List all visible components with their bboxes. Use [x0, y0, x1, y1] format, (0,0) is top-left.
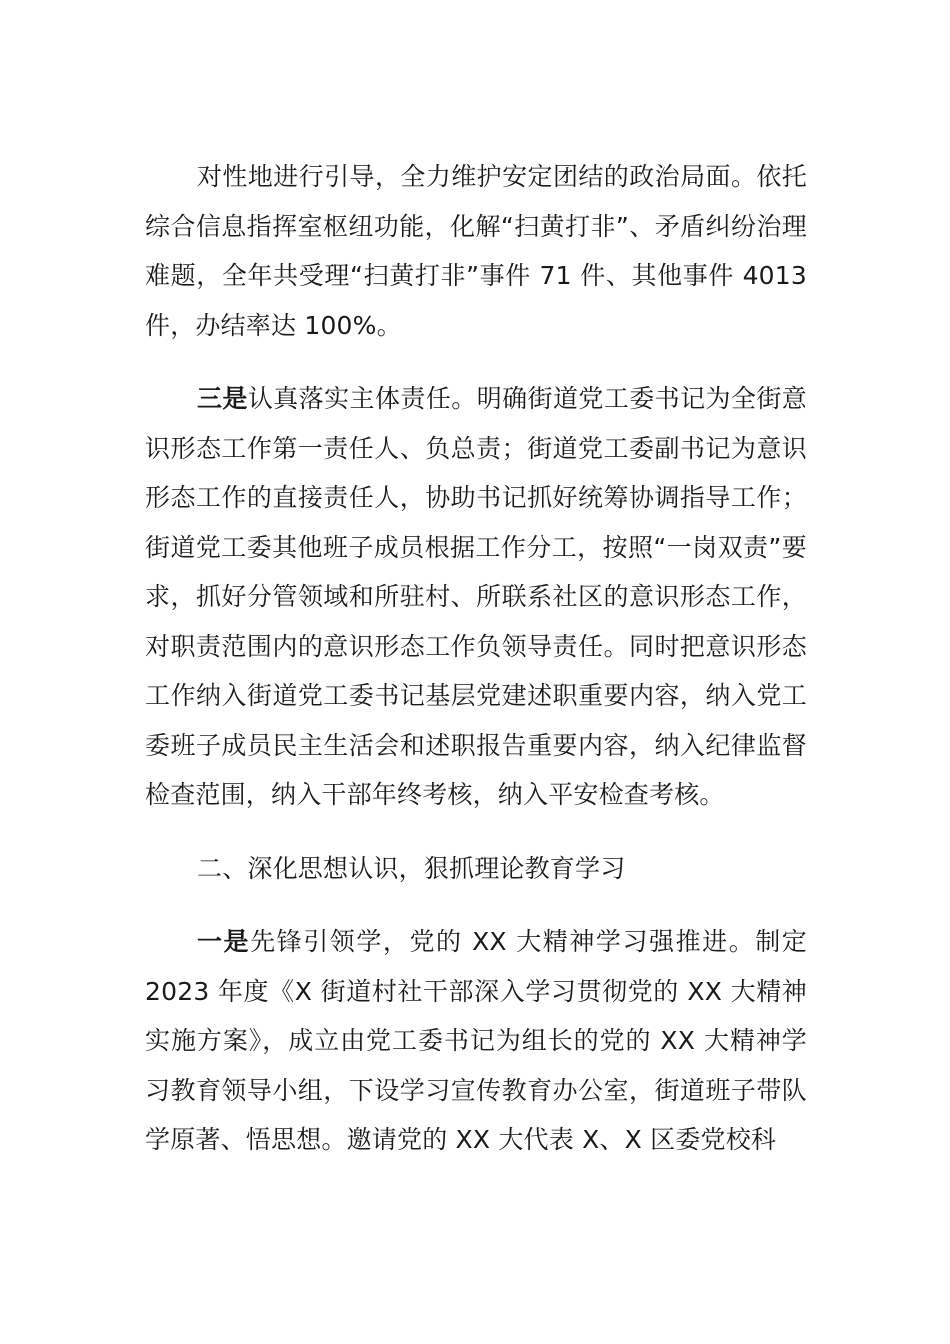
section-heading-text: 二、深化思想认识，狠抓理论教育学习	[197, 853, 626, 883]
paragraph-1	[145, 152, 807, 350]
paragraph-2	[145, 374, 807, 820]
paragraph-4	[145, 917, 807, 1165]
paragraph-2-lead: 三是	[197, 384, 248, 413]
document-body	[145, 152, 807, 1165]
section-heading	[145, 844, 807, 894]
paragraph-2-text: 认真落实主体责任。明确街道党工委书记为全街意识形态工作第一责任人、负总责；街道党工委副书记为意识形态工作的直接责任人，协助书记抓好统筹协调指导工作；街道党工委其他班子成员根据工作分工，按照“一岗双责”要求，抓好分管领域和所驻村、所联系社区的意识形态工作，对职责范围内的意识形态工作负领导责任。同时把意识形态工作纳入街道党工委书记基层党建述职重要内容，纳入党工委班子成员民主生活会和述职报告重要内容，纳入纪律监督检查范围，纳入干部年终考核，纳入平安检查考核。	[145, 384, 807, 809]
paragraph-4-lead: 一是	[197, 927, 251, 956]
paragraph-1-text: 对性地进行引导，全力维护安定团结的政治局面。依托综合信息指挥室枢纽功能，化解“扫黄打非”、矛盾纠纷治理难题，全年共受理“扫黄打非”事件 71 件、其他事件 4013 件，办结率达 100%。	[145, 162, 807, 340]
paragraph-4-text: 先锋引领学，党的 XX 大精神学习强推进。制定 2023 年度《X 街道村社干部深入学习贯彻党的 XX 大精神实施方案》，成立由党工委书记为组长的党的 XX 大精神学习教育领导小组，下设学习宣传教育办公室，街道班子带队学原著、悟思想。邀请党的 XX 大代表 X、X 区委党校科	[145, 927, 808, 1154]
